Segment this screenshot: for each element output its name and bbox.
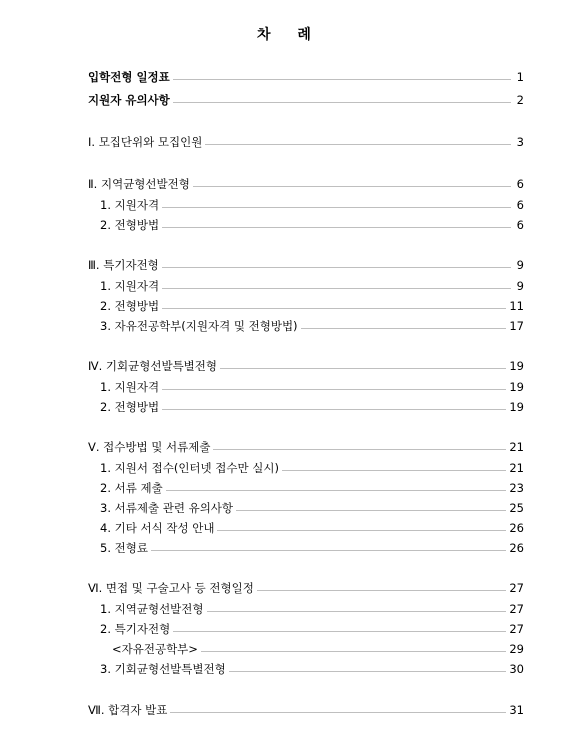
dot-leader [162,389,506,390]
toc-entry-label: 1. 지원서 접수(인터넷 접수만 실시) [100,461,279,475]
toc-entry-label: 3. 서류제출 관련 유의사항 [100,501,234,515]
dot-leader [201,651,506,652]
toc-entry-label: 1. 지원자격 [100,198,160,212]
dot-leader [173,102,511,103]
toc-entry-label: 3. 기회균형선발특별전형 [100,662,226,676]
toc-entry-page: 29 [509,642,524,656]
toc-subentry[interactable] [100,479,524,497]
toc-subentry[interactable] [100,519,524,537]
toc-entry-label: 1. 지원자격 [100,380,160,394]
toc-entry-label: Ⅰ. 모집단위와 모집인원 [88,135,203,149]
toc-subentry[interactable] [100,196,524,214]
toc-entry-page: 19 [509,380,524,394]
toc-entry-page: 2 [516,93,524,107]
toc-entry-label: 2. 전형방법 [100,400,160,414]
toc-section-1[interactable] [88,133,524,151]
toc-section-2[interactable] [88,175,524,193]
toc-entry-page: 26 [509,541,524,555]
dot-leader [205,144,511,145]
toc-subentry[interactable] [100,499,524,517]
dot-leader [151,550,506,551]
toc-entry-label: Ⅶ. 합격자 발표 [88,703,168,717]
dot-leader [162,267,511,268]
toc-entry-page: 30 [509,662,524,676]
toc-entry-page: 11 [509,299,524,313]
dot-leader [282,470,506,471]
dot-leader [229,671,507,672]
toc-subentry[interactable] [100,620,524,638]
toc-section-4[interactable] [88,357,524,375]
toc-subentry[interactable] [100,459,524,477]
toc-subentry[interactable] [100,297,524,315]
toc-entry-page: 1 [516,70,524,84]
toc-entry-label: 1. 지역균형선발전형 [100,602,204,616]
toc-subentry[interactable] [100,600,524,618]
dot-leader [162,288,511,289]
toc-entry-label: 4. 기타 서식 작성 안내 [100,521,215,535]
toc-subentry[interactable] [100,378,524,396]
toc-entry-label: 3. 자유전공학부(지원자격 및 전형방법) [100,319,298,333]
toc-entry-page: 26 [509,521,524,535]
dot-leader [213,449,506,450]
toc-entry-page: 6 [516,198,524,212]
dot-leader [162,227,511,228]
toc-entry-page: 6 [516,218,524,232]
toc-entry-applicant-notes[interactable] [88,91,524,109]
toc-subentry[interactable] [100,317,524,335]
toc-title: 차 례 [257,27,313,43]
toc-section-5[interactable] [88,438,524,456]
toc-subentry[interactable] [100,660,524,678]
toc-section-7[interactable] [88,701,524,719]
toc-entry-page: 6 [516,177,524,191]
dot-leader [162,409,506,410]
toc-entry-admission-schedule[interactable] [88,68,524,86]
toc-entry-page: 19 [509,359,524,373]
toc-subentry[interactable] [112,640,524,658]
dot-leader [162,308,506,309]
toc-subentry[interactable] [100,398,524,416]
dot-leader [236,510,506,511]
toc-entry-label: 2. 특기자전형 [100,622,171,636]
toc-entry-label: Ⅳ. 기회균형선발특별전형 [88,359,218,373]
toc-entry-label: 2. 서류 제출 [100,481,163,495]
toc-entry-label: Ⅱ. 지역균형선발전형 [88,177,190,191]
toc-entry-label: 5. 전형료 [100,541,148,555]
toc-entry-page: 27 [509,602,524,616]
dot-leader [166,490,507,491]
toc-entry-label: Ⅲ. 특기자전형 [88,258,159,272]
toc-entry-page: 27 [509,622,524,636]
toc-entry-page: 25 [509,501,524,515]
dot-leader [173,79,511,80]
toc-subentry[interactable] [100,539,524,557]
toc-entry-label: <자유전공학부> [112,642,198,656]
toc-section-6[interactable] [88,579,524,597]
dot-leader [301,328,507,329]
toc-entry-page: 19 [509,400,524,414]
dot-leader [257,590,507,591]
toc-entry-page: 21 [509,440,524,454]
dot-leader [193,186,511,187]
dot-leader [173,631,506,632]
toc-entry-page: 9 [516,279,524,293]
toc-entry-page: 3 [516,135,524,149]
toc-entry-page: 27 [509,581,524,595]
toc-entry-label: 2. 전형방법 [100,218,160,232]
toc-entry-label: Ⅵ. 면접 및 구술고사 등 전형일정 [88,581,254,595]
toc-entry-page: 21 [509,461,524,475]
toc-subentry[interactable] [100,216,524,234]
toc-entry-page: 31 [509,703,524,717]
toc-entry-page: 9 [516,258,524,272]
toc-entry-page: 23 [509,481,524,495]
dot-leader [207,611,507,612]
toc-entry-label: Ⅴ. 접수방법 및 서류제출 [88,440,211,454]
toc-subentry[interactable] [100,277,524,295]
toc-entry-label: 2. 전형방법 [100,299,160,313]
dot-leader [170,712,506,713]
toc-section-3[interactable] [88,256,524,274]
dot-leader [217,530,506,531]
toc-entry-label: 입학전형 일정표 [88,70,170,84]
dot-leader [162,207,511,208]
toc-entry-page: 17 [509,319,524,333]
toc-entry-label: 1. 지원자격 [100,279,160,293]
dot-leader [220,368,506,369]
toc-entry-label: 지원자 유의사항 [88,93,170,107]
